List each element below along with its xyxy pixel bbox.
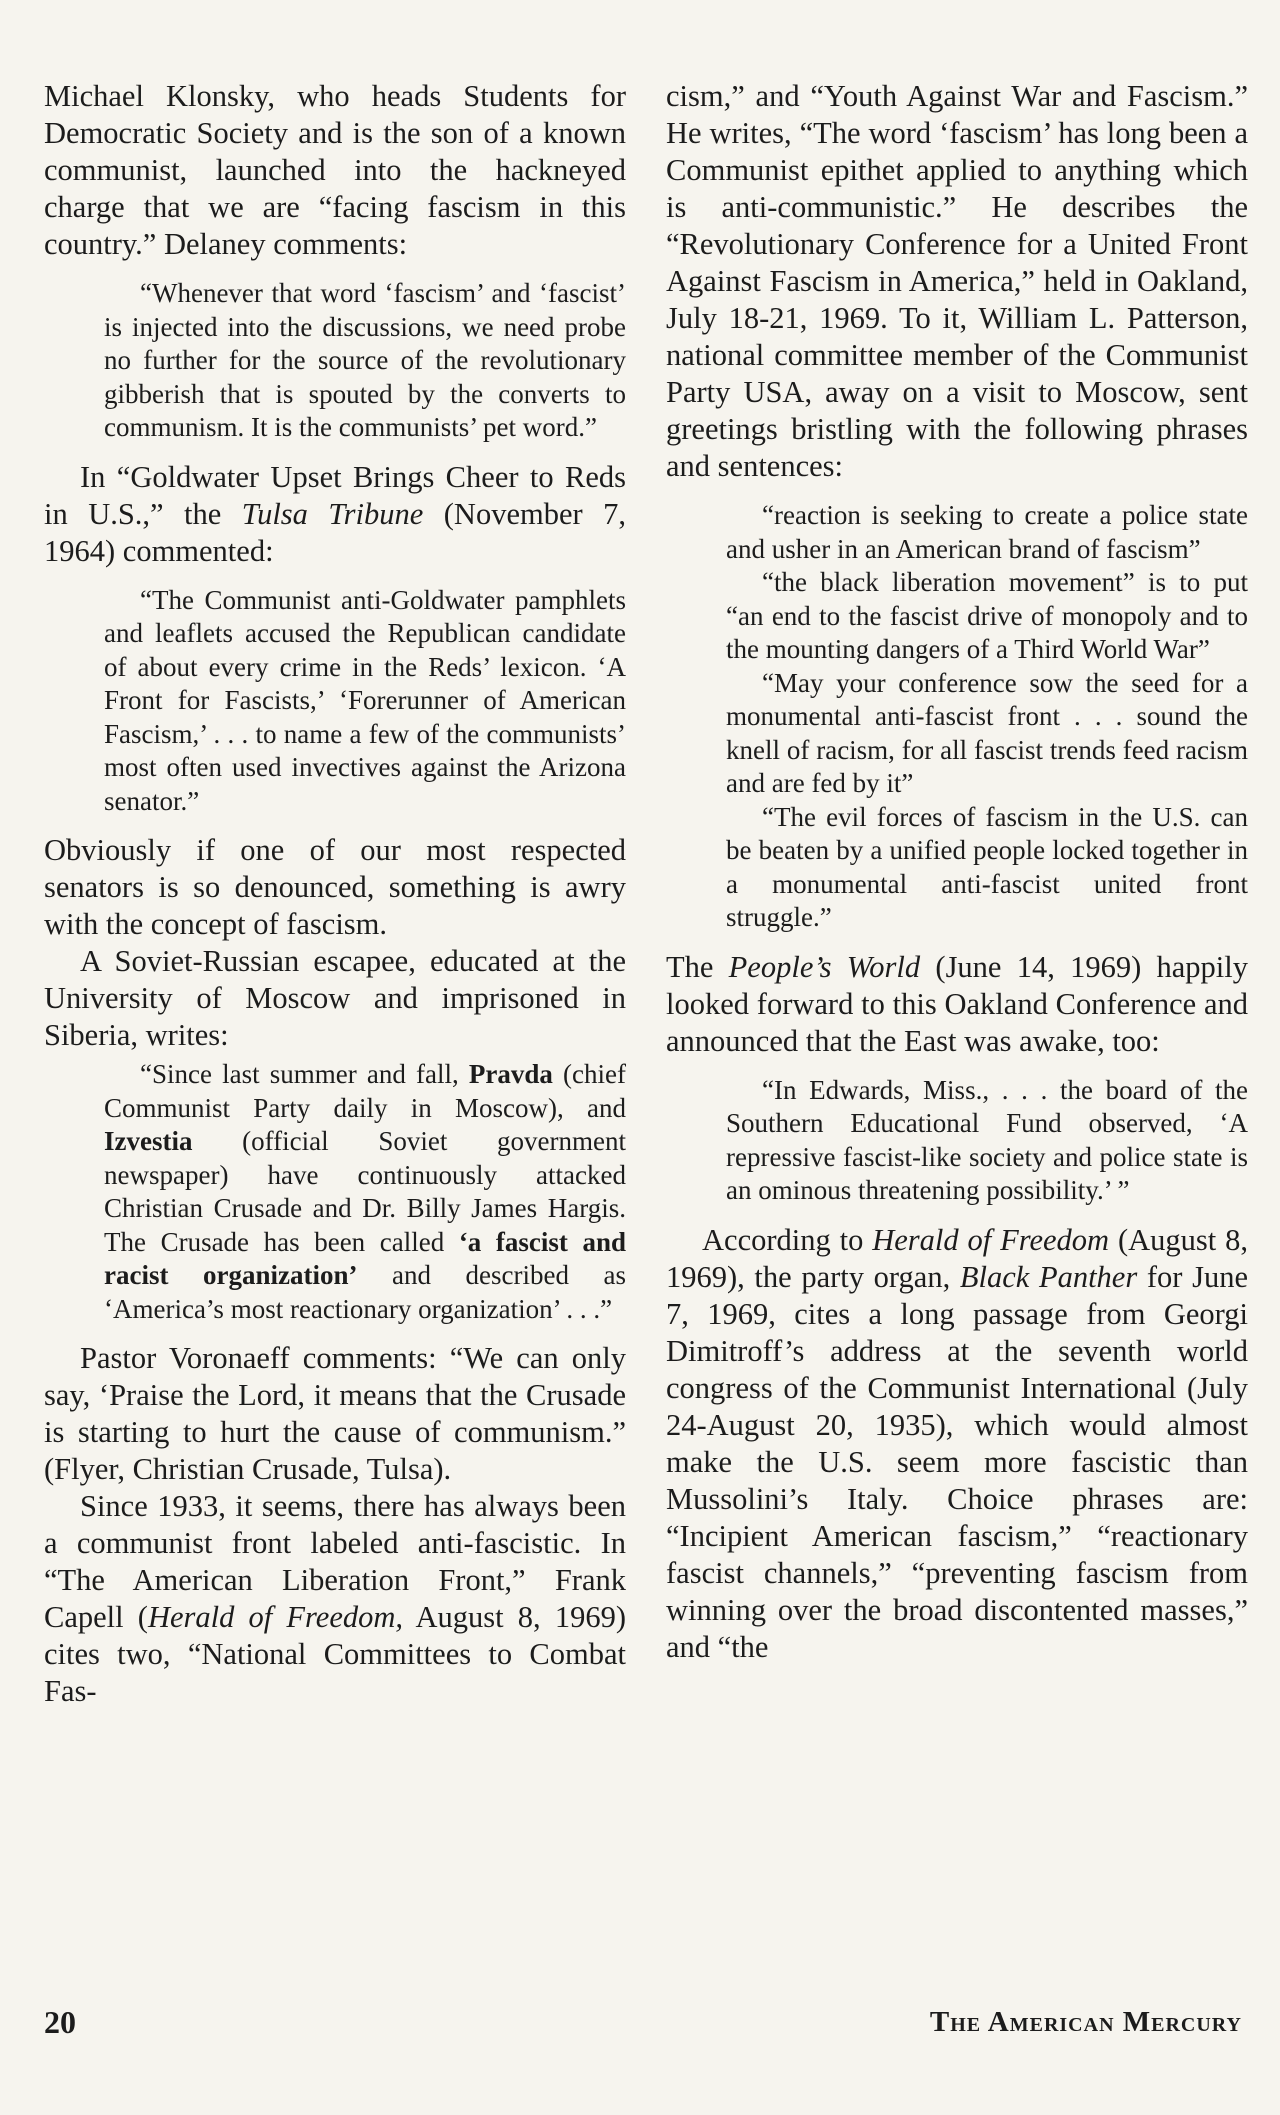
block-quote: [104, 1058, 626, 1326]
right-column: [666, 78, 1248, 1666]
paragraph: According to Herald of Freedom (August 8, 1969), the party organ, Black Panther for June 7, 1969, cites a long passage from Georgi Dimitroff’s address at the seventh world congress of the Communist International (July 24-August 20, 1935), which would almost make the U.S. seem more fascistic than Mussolini’s Italy. Choice phrases are: “Incipient American fascism,” “reactionary fascist channels,” “preventing fascism from winning over the broad discontented masses,” and “the: [666, 1222, 1248, 1664]
quote-text: “In Edwards, Miss., . . . the board of the Southern Educational Fund observed, ‘A repressive fascist-like society and police state is an ominous threatening possibility.’ ”: [726, 1074, 1248, 1205]
quote-text: “the black liberation movement” is to put “an end to the fascist drive of monopoly and to the mounting dangers of a Third World War”: [726, 567, 1248, 664]
block-quote: [104, 584, 626, 819]
left-column: [44, 78, 626, 1710]
paragraph: The People’s World (June 14, 1969) happily looked forward to this Oakland Conference and announced that the East was awake, too:: [666, 949, 1248, 1058]
quote-text: “Since last summer and fall, Pravda (chief Communist Party daily in Moscow), and Izvestia (official Soviet government newspaper) have continuously attacked Christian Crusade and Dr. Billy James Hargis. The Crusade has been called ‘a fascist and racist organization’ and described as ‘America’s most reactionary organization’ . . .”: [104, 1059, 626, 1324]
block-quote: [726, 1074, 1248, 1208]
paragraph: In “Goldwater Upset Brings Cheer to Reds in U.S.,” the Tulsa Tribune (November 7, 1964) commented:: [44, 459, 626, 568]
publication-name: People’s World: [728, 949, 921, 984]
paragraph: Michael Klonsky, who heads Students for Democratic Society and is the son of a known communist, launched into the hackneyed charge that we are “facing fascism in this country.” Delaney comments:: [44, 79, 626, 261]
paragraph: Pastor Voronaeff comments: “We can only say, ‘Praise the Lord, it means that the Crusade is starting to hurt the cause of communism.” (Flyer, Christian Crusade, Tulsa).: [44, 1341, 626, 1486]
block-quote: [104, 277, 626, 445]
page-number: 20: [44, 2004, 76, 2040]
publication-title: The American Mercury: [929, 2006, 1242, 2038]
quote-text: “Whenever that word ‘fascism’ and ‘fascist’ is injected into the discussions, we need probe no further for the source of the revolutionary gibberish that is spouted by the converts to communism. It is the communists’ pet word.”: [104, 278, 626, 442]
publication-name: Tulsa Tribune: [241, 496, 424, 531]
quote-text: “May your conference sow the seed for a monumental anti-fascist front . . . sound the knell of racism, for all fascist trends feed racism and are fed by it”: [726, 667, 1248, 798]
publication-name: Black Panther: [959, 1259, 1138, 1294]
paragraph: cism,” and “Youth Against War and Fascism.” He writes, “The word ‘fascism’ has long been a Communist epithet applied to anything which is anti-communistic.” He describes the “Revolutionary Conference for a United Front Against Fascism in America,” held in Oakland, July 18-21, 1969. To it, William L. Patterson, national committee member of the Communist Party USA, away on a visit to Moscow, sent greetings bristling with the following phrases and sentences:: [666, 79, 1248, 483]
paragraph: Obviously if one of our most respected senators is so denounced, something is awry with the concept of fascism.: [44, 833, 626, 941]
quote-text: “The Communist anti-Goldwater pamphlets and leaflets accused the Republican candidate of about every crime in the Reds’ lexicon. ‘A Front for Fascists,’ ‘Forerunner of American Fascism,’ . . . to name a few of the communists’ most often used invectives against the Arizona senator.”: [104, 584, 626, 816]
quote-text: “reaction is seeking to create a police state and usher in an American brand of fascism”: [726, 500, 1248, 564]
publication-name: Herald of Freedom: [872, 1222, 1110, 1257]
paragraph: A Soviet-Russian escapee, educated at the University of Moscow and imprisoned in Siberia, writes:: [44, 944, 626, 1052]
paragraph: Since 1933, it seems, there has always been a communist front labeled anti-fascistic. In “The American Liberation Front,” Frank Capell (Herald of Freedom, August 8, 1969) cites two, “National Committees to Combat Fas-: [44, 1489, 627, 1708]
quote-text: “The evil forces of fascism in the U.S. can be beaten by a unified people locked together in a monumental anti-fascist united front struggle.”: [726, 801, 1248, 932]
block-quote: [726, 499, 1248, 935]
publication-name: Herald of Freedom,: [147, 1600, 404, 1634]
